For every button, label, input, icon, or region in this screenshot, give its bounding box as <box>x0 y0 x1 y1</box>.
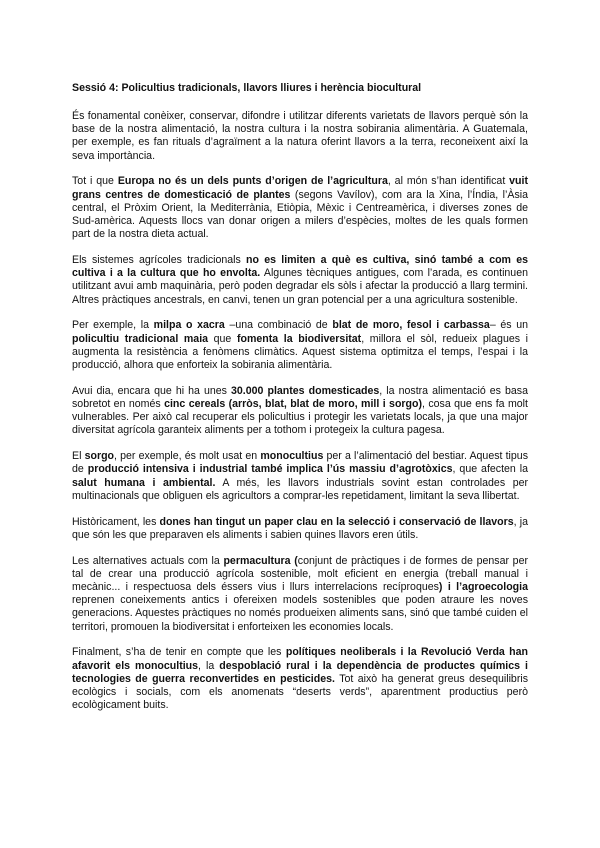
document-page <box>72 82 528 725</box>
bold-text: cinc cereals (arròs, blat, blat de moro, mill i sorgo) <box>164 398 423 411</box>
text-run: Les alternatives actuals com la <box>72 554 224 567</box>
bold-text: policultiu tradicional maia <box>72 332 209 345</box>
text-run: Per exemple, la <box>72 319 154 332</box>
text-run: (segons Vavílov), com ara la Xina, l’Índia, l’Àsia central, el Pròxim Orient, la Mediterrània, Etiòpia, Mèxic i Centreamèrica, i diverses zones de Sud-amèrica. Aquests llocs van donar origen a milers d’espècies, moltes de les quals formen part de la nostra dieta actual. <box>72 188 528 241</box>
text-run: que <box>208 332 237 345</box>
text-run: – és un <box>489 319 528 332</box>
paragraph-7 <box>72 516 528 542</box>
paragraph-1 <box>72 110 528 163</box>
text-run: Tot això ha generat greus desequilibris ecològics i socials, com els anomenats “deserts verds”, aparentment productius però ecològicament buits. <box>72 672 528 712</box>
text-run: , que afecten la <box>452 463 528 476</box>
text-run: per a l’alimentació del bestiar. Aquest tipus de <box>72 450 528 476</box>
paragraph-6 <box>72 450 528 503</box>
paragraph-8 <box>72 555 528 634</box>
bold-text: no es limiten a què es cultiva, sinó també a com es cultiva i a la cultura que ho envolta. <box>72 254 528 280</box>
bold-text: polítiques neoliberals i la Revolució Verda han afavorit els monocultius <box>72 646 529 672</box>
text-run: Històricament, les <box>72 515 160 528</box>
text-run: Algunes tècniques antigues, com l’arada, es continuen utilitzant avui amb maquinària, però poden degradar els sòls i afectar la producció a llarg termini. Altres pràctiques ancestrals, en canvi, tenen un gran potencial per a una agricultura sostenible. <box>72 267 528 306</box>
text-run: , la nostra alimentació es basa sobretot en només <box>72 384 528 411</box>
document-title: Sessió 4: Policultius tradicionals, llavors lliures i herència biocultural <box>72 82 422 94</box>
text-run: Finalment, s’ha de tenir en compte que les <box>72 646 286 659</box>
text-run: , per exemple, és molt usat en <box>114 450 261 463</box>
bold-text: dones han tingut un paper clau en la selecció i conservació de llavors <box>159 515 514 528</box>
text-run: Els sistemes agrícoles tradicionals <box>72 254 247 267</box>
bold-text: producció intensiva i industrial també implica l’ús massiu d’agrotòxics <box>87 463 453 476</box>
text-run: , la <box>198 659 220 672</box>
text-run: conjunt de pràctiques i de formes de pensar per tal de crear una producció agrícola sostenible, molt eficient en energia (treball manual i mecànic... i respectuosa dels éssers vius i llurs interrelacions recíproques <box>72 554 528 594</box>
bold-text: ) <box>438 581 443 594</box>
text-run: reprenen coneixements antics i ofereixen models sostenibles que poden atraure les noves generacions. Aquestes pràctiques no només produeixen aliments sans, sinó que també cuiden el territori, promouen la biodiversitat i enforteixen les economies locals. <box>72 594 528 633</box>
bold-text: vuit grans centres de domesticació de plantes <box>72 175 528 201</box>
bold-text: i l’agroecologia <box>447 581 528 594</box>
bold-text: fomenta la biodiversitat <box>236 332 362 345</box>
paragraph-4 <box>72 319 528 372</box>
bold-text: despoblació rural i la dependència de productes químics i tecnologies de guerra reconvertides en pesticides. <box>72 659 528 685</box>
bold-text: permacultura ( <box>223 554 298 567</box>
paragraph-5 <box>72 385 528 438</box>
bold-text: blat de moro, fesol i carbassa <box>332 319 490 332</box>
bold-text: 30.000 plantes domesticades <box>231 384 380 397</box>
bold-text: sorgo <box>84 450 115 463</box>
bold-text: milpa o xacra <box>153 319 225 332</box>
text-run: , millora el sòl, redueix plagues i augmenta la resistència a fenòmens climàtics. Aquest sistema optimitza el temps, l’espai i la producció, alhora que enforteix la sobirania alimentària. <box>72 332 528 372</box>
text-run: , al món s’han identificat <box>387 175 510 188</box>
paragraph-9 <box>72 646 528 712</box>
text-run: –una combinació de <box>224 319 333 332</box>
text-run: Tot i que <box>72 175 118 188</box>
paragraph-3 <box>72 254 528 307</box>
text-run: És fonamental conèixer, conservar, difondre i utilitzar diferents varietats de llavors perquè són la base de la nostra alimentació, la nostra cultura i la nostra sobirania alimentària. A Guatemala, per exemple, es fan rituals d’agraïment a la natura oferint llavors a la terra, reconeixent així la seva importància. <box>72 110 528 162</box>
text-run: A més, les llavors industrials sovint estan controlades per multinacionals que obliguen els agricultors a comprar-les repetidament, limitant la seva llibertat. <box>72 476 528 502</box>
text-run: Avui dia, encara que hi ha unes <box>72 384 232 397</box>
text-run: , ja que són les que preparaven els aliments i sabien quines llavors eren útils. <box>72 515 528 541</box>
text-run: El <box>72 450 85 463</box>
document-body <box>72 110 528 712</box>
bold-text: monocultius <box>260 450 324 463</box>
bold-text: Europa no és un dels punts d’origen de l’agricultura <box>117 175 388 188</box>
bold-text: salut humana i ambiental. <box>72 476 216 489</box>
paragraph-2 <box>72 175 528 241</box>
text-run: , cosa que ens fa molt vulnerables. Per això cal recuperar els policultius i protegir les varietats locals, ja que una major diversitat agrícola garanteix aliments per a tothom i protegeix la cultura pagesa. <box>72 398 528 437</box>
